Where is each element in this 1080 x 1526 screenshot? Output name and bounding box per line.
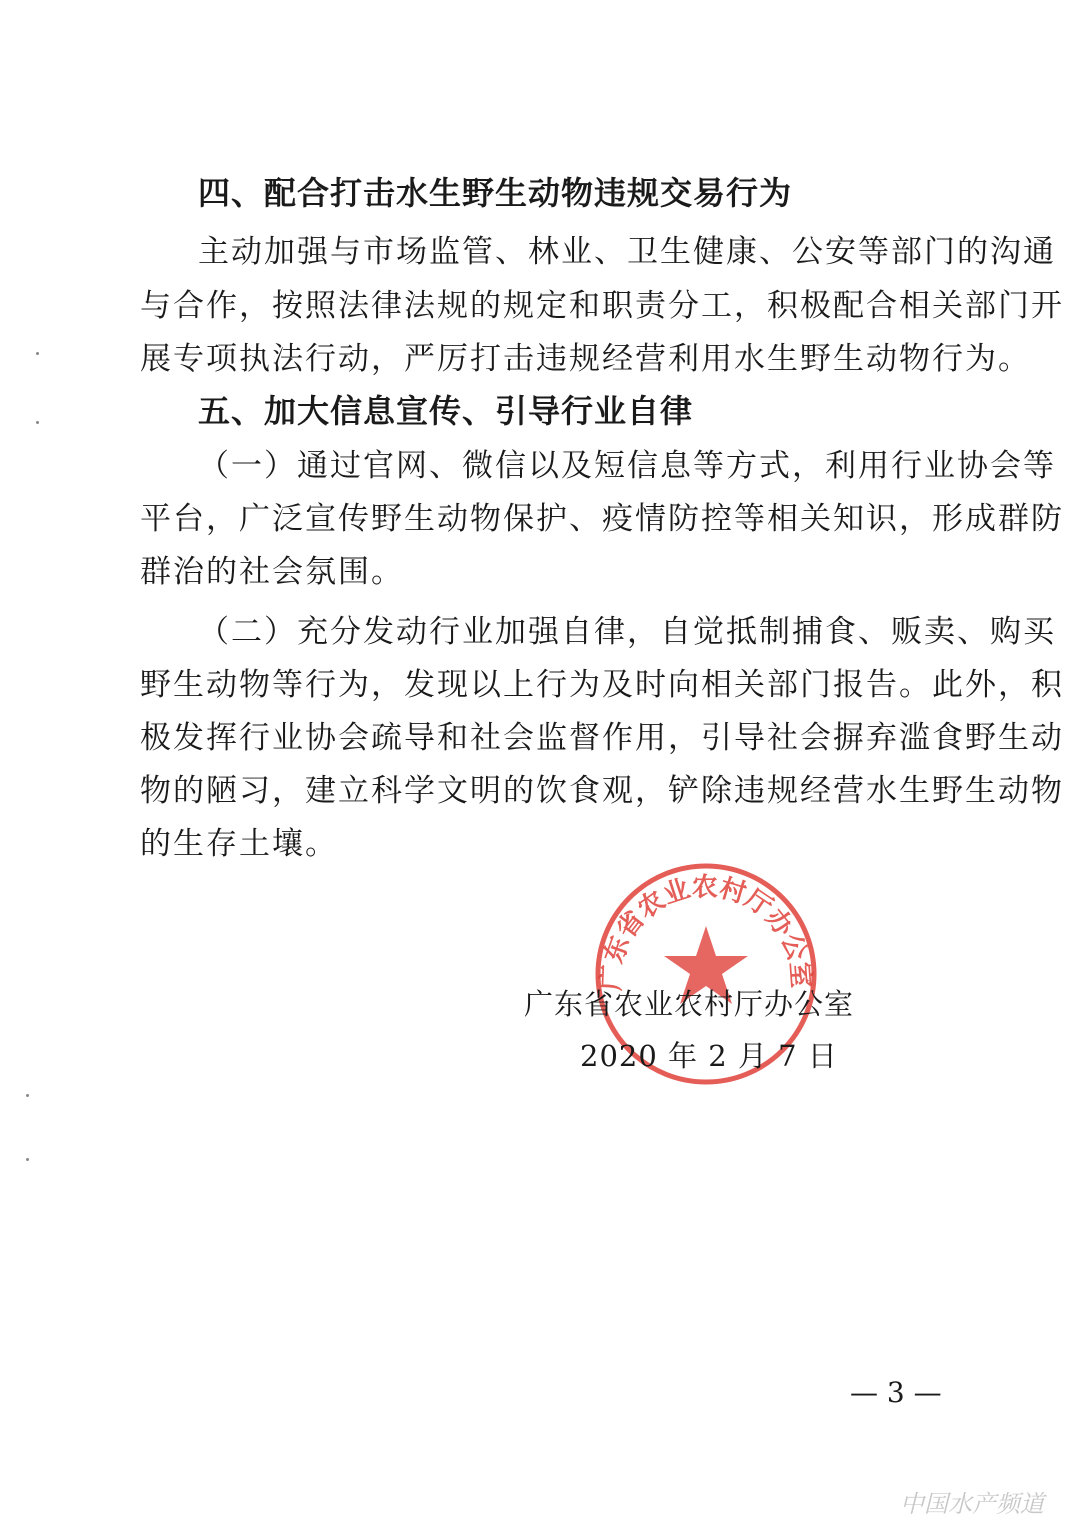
issue-date: 2020 年 2 月 7 日 xyxy=(580,1039,838,1073)
scan-speck xyxy=(36,352,39,355)
site-watermark xyxy=(900,1484,1075,1520)
item-one-line-1: （一）通过官网、微信以及短信息等方式，利用行业协会等 xyxy=(198,448,1056,484)
item-two-line-1: （二）充分发动行业加强自律，自觉抵制捕食、贩卖、购买 xyxy=(198,614,1056,650)
scan-speck xyxy=(26,1158,29,1161)
section-five-heading: 五、加大信息宣传、引导行业自律 xyxy=(198,392,694,430)
page-number: — 3 — xyxy=(850,1376,942,1409)
item-two-line-3: 极发挥行业协会疏导和社会监督作用，引导社会摒弃滥食野生动 xyxy=(140,720,1064,756)
scan-speck xyxy=(26,1094,29,1097)
section-four-line-3: 展专项执法行动，严厉打击违规经营利用水生野生动物行为。 xyxy=(140,341,1031,377)
item-two-line-4: 物的陋习，建立科学文明的饮食观，铲除违规经营水生野生动物 xyxy=(140,773,1064,809)
item-two-line-5: 的生存土壤。 xyxy=(140,826,338,862)
seal-text: 广东省农业农村厅办公室 xyxy=(596,872,816,992)
scan-speck xyxy=(36,421,39,424)
watermark-text: 中国水产频道 xyxy=(900,1490,1044,1518)
issuer-name: 广东省农业农村厅办公室 xyxy=(524,987,855,1021)
section-four-line-2: 与合作，按照法律法规的规定和职责分工，积极配合相关部门开 xyxy=(140,288,1064,324)
section-four-heading: 四、配合打击水生野生动物违规交易行为 xyxy=(198,174,793,212)
item-one-line-3: 群治的社会氛围。 xyxy=(140,554,404,590)
item-one-line-2: 平台，广泛宣传野生动物保护、疫情防控等相关知识，形成群防 xyxy=(140,501,1064,537)
section-four-line-1: 主动加强与市场监管、林业、卫生健康、公安等部门的沟通 xyxy=(198,234,1056,270)
item-two-line-2: 野生动物等行为，发现以上行为及时向相关部门报告。此外，积 xyxy=(140,667,1064,703)
